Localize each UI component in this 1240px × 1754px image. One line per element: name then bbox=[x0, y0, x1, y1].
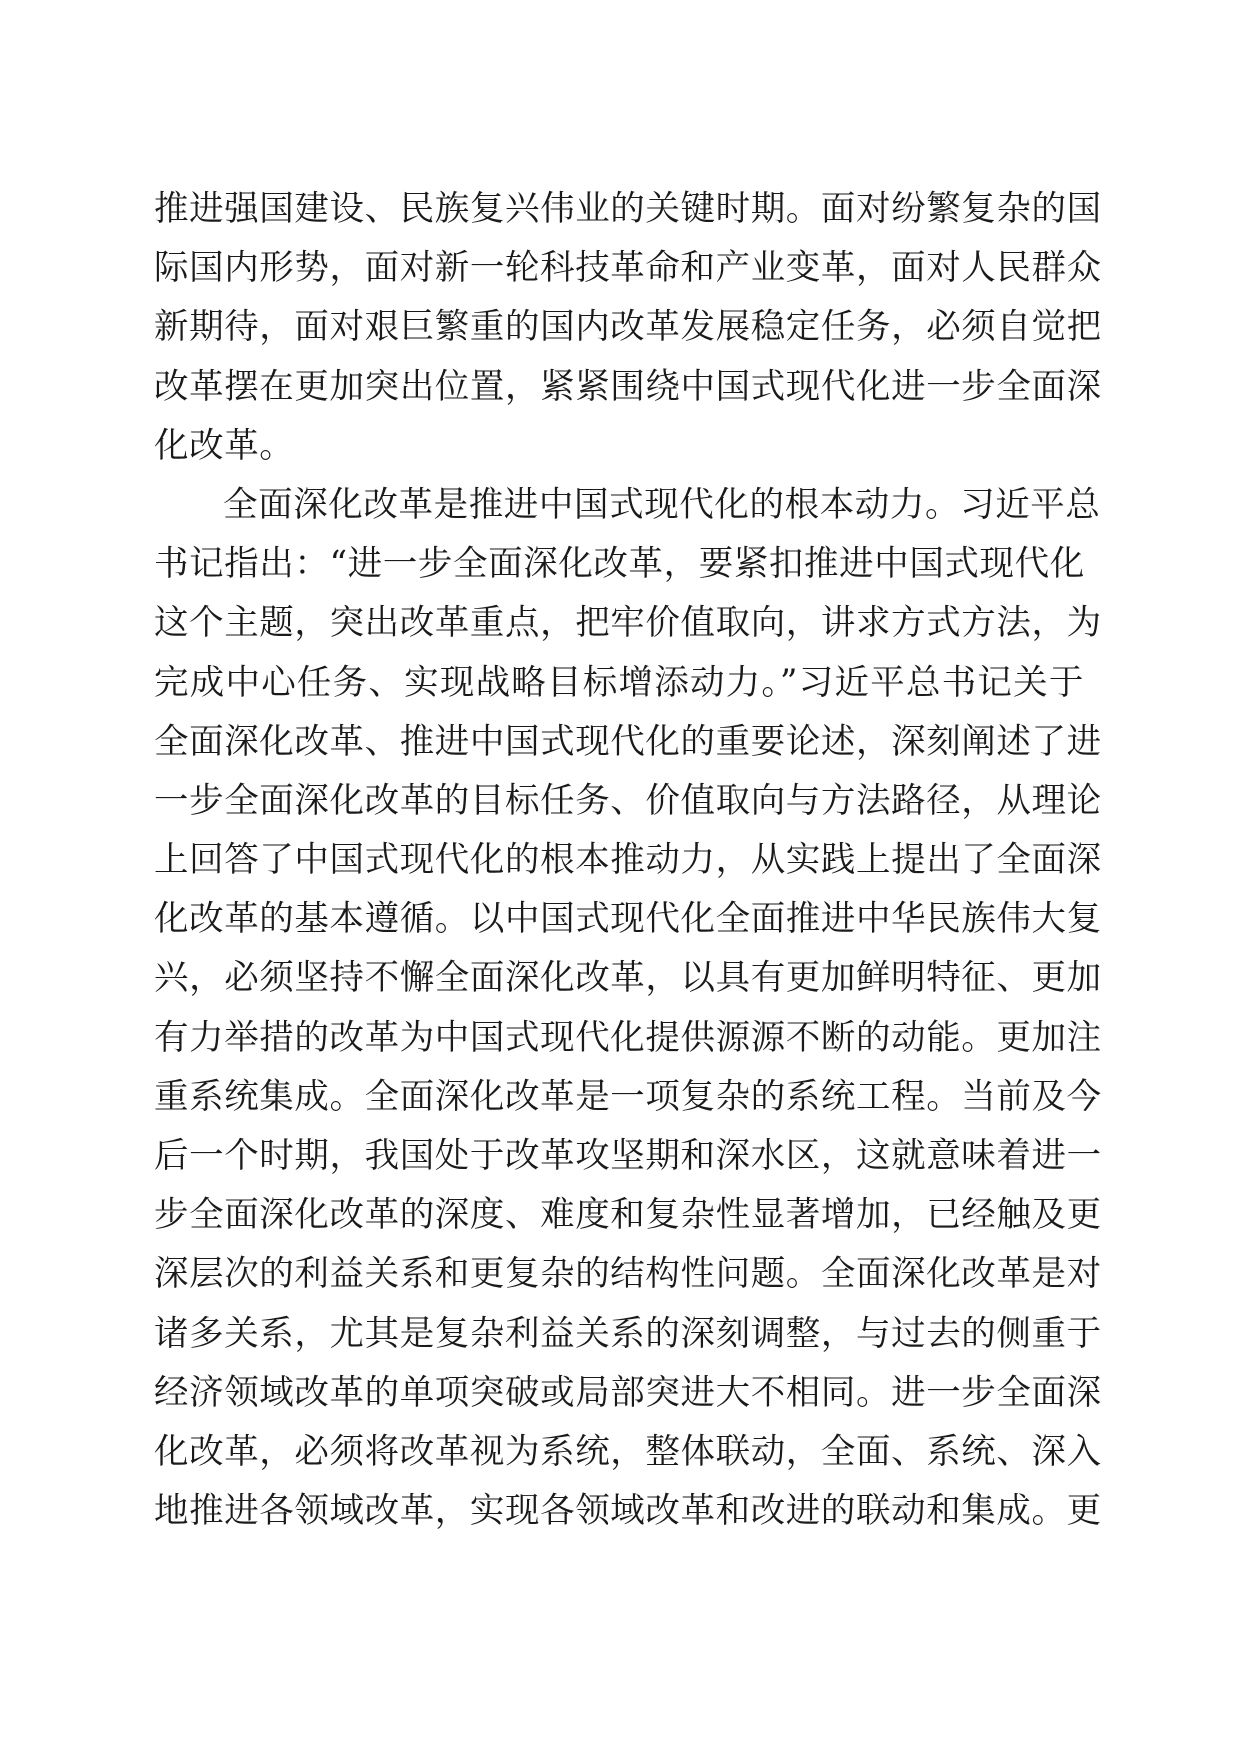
text-line: 新期待，面对艰巨繁重的国内改革发展稳定任务，必须自觉把 bbox=[154, 307, 1102, 348]
text-line: 地推进各领域改革，实现各领域改革和改进的联动和集成。更 bbox=[154, 1491, 1102, 1532]
text-line: 一步全面深化改革的目标任务、价值取向与方法路径，从理论 bbox=[154, 780, 1102, 821]
text-line: 深层次的利益关系和更复杂的结构性问题。全面深化改革是对 bbox=[154, 1254, 1102, 1295]
text-line: 书记指出：“进一步全面深化改革，要紧扣推进中国式现代化 bbox=[154, 544, 1085, 585]
text-line: 后一个时期，我国处于改革攻坚期和深水区，这就意味着进一 bbox=[154, 1136, 1102, 1176]
text-line: 化改革，必须将改革视为系统，整体联动，全面、系统、深入 bbox=[154, 1431, 1102, 1472]
text-line: 改革摆在更加突出位置，紧紧围绕中国式现代化进一步全面深 bbox=[154, 366, 1102, 407]
text-line: 诸多关系，尤其是复杂利益关系的深刻调整，与过去的侧重于 bbox=[154, 1313, 1102, 1354]
text-line: 经济领域改革的单项突破或局部突进大不相同。进一步全面深 bbox=[154, 1372, 1102, 1413]
text-line: 化改革的基本遵循。以中国式现代化全面推进中华民族伟大复 bbox=[154, 899, 1102, 940]
text-line: 上回答了中国式现代化的根本推动力，从实践上提出了全面深 bbox=[154, 840, 1102, 881]
text-line: 际国内形势，面对新一轮科技革命和产业变革，面对人民群众 bbox=[154, 248, 1102, 289]
text-line: 兴，必须坚持不懈全面深化改革，以具有更加鲜明特征、更加 bbox=[154, 958, 1102, 999]
text-line: 推进强国建设、民族复兴伟业的关键时期。面对纷繁复杂的国 bbox=[154, 189, 1102, 229]
body-text bbox=[154, 180, 1102, 1541]
text-line: 这个主题，突出改革重点，把牢价值取向，讲求方式方法，为 bbox=[154, 603, 1102, 644]
text-line: 全面深化改革、推进中国式现代化的重要论述，深刻阐述了进 bbox=[154, 721, 1102, 762]
text-line: 有力举措的改革为中国式现代化提供源源不断的动能。更加注 bbox=[154, 1017, 1102, 1058]
text-line: 化改革。 bbox=[154, 425, 295, 466]
paragraph-first-line: 全面深化改革是推进中国式现代化的根本动力。习近平总 bbox=[223, 484, 1101, 525]
text-line: 完成中心任务、实现战略目标增添动力。”习近平总书记关于 bbox=[154, 662, 1084, 703]
text-line: 重系统集成。全面深化改革是一项复杂的系统工程。当前及今 bbox=[154, 1076, 1102, 1117]
text-line: 步全面深化改革的深度、难度和复杂性显著增加，已经触及更 bbox=[154, 1195, 1102, 1236]
